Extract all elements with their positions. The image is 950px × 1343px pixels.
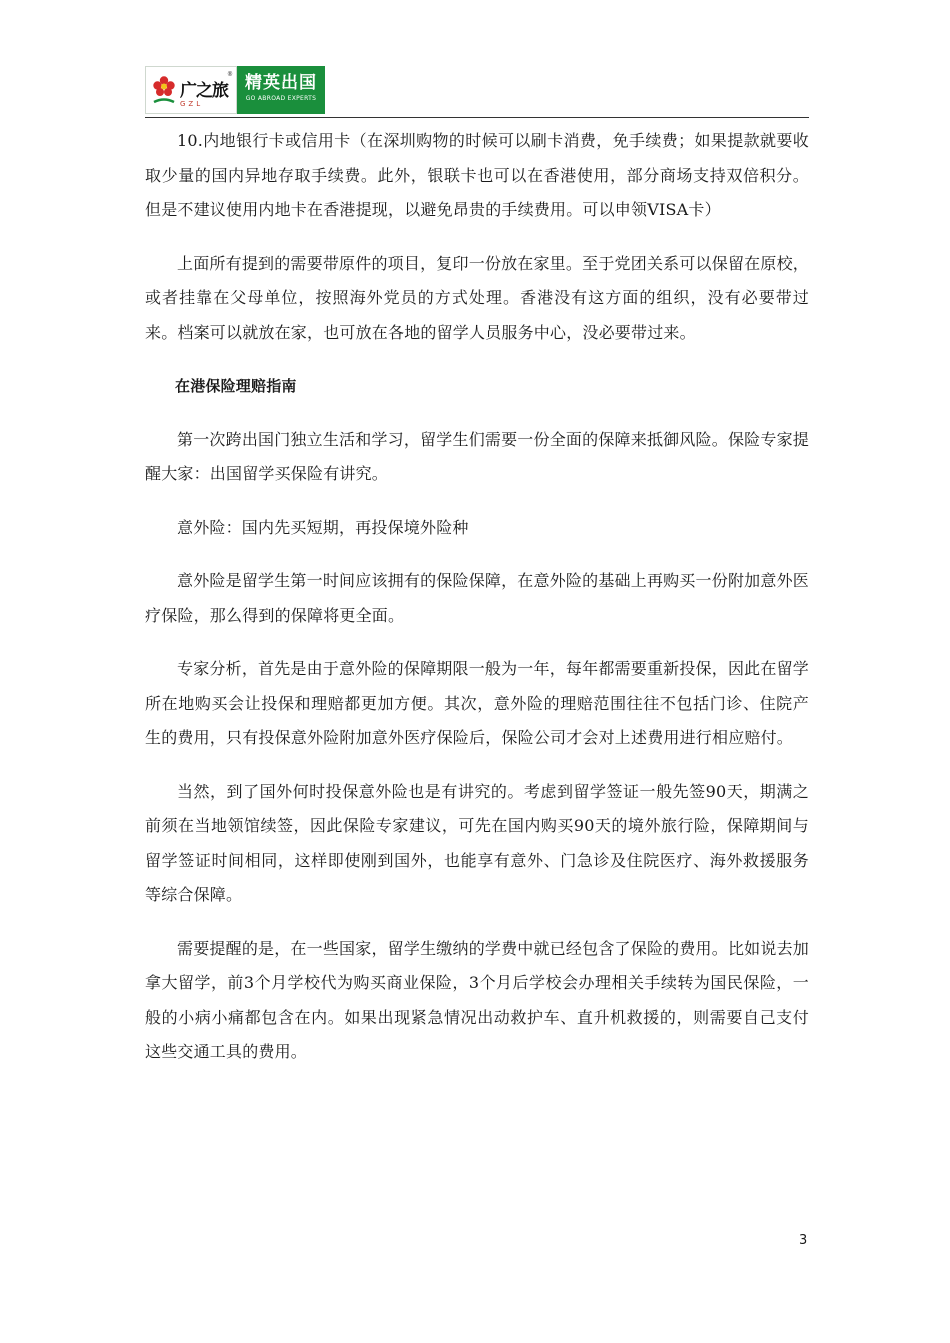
registered-mark-icon: ® [227, 71, 233, 78]
header-divider [145, 117, 809, 118]
logo-brand-block [145, 66, 237, 114]
paragraph-subheading: 意外险：国内先买短期，再投保境外险种 [177, 517, 469, 537]
logo-brand-sub: GZL [180, 100, 204, 108]
paragraph-documents: 上面所有提到的需要带原件的项目，复印一份放在家里。至于党团关系可以保留在原校，或者挂靠在父母单位，按照海外党员的方式处理。香港没有这方面的组织，没有必要带过来。档案可以就放在家，也可放在各地的留学人员服务中心，没必要带过来。 [145, 253, 809, 342]
paragraph-bank-card: 10.内地银行卡或信用卡（在深圳购物的时候可以刷卡消费，免手续费；如果提款就要收取少量的国内异地存取手续费。此外，银联卡也可以在香港使用，部分商场支持双倍积分。但是不建议使用内地卡在香港提现，以避免昂贵的手续费用。可以申领VISA卡） [145, 131, 809, 219]
paragraph-timing: 当然，到了国外何时投保意外险也是有讲究的。考虑到留学签证一般先签90天，期满之前须在当地领馆续签，因此保险专家建议，可先在国内购买90天的境外旅行险，保障期间与留学签证时间相同，这样即使刚到国外，也能享有意外、门急诊及住院医疗、海外救援服务等综合保障。 [145, 781, 809, 904]
logo-title: 精英出国 [245, 73, 317, 93]
document-body [145, 124, 809, 1070]
header-logo [145, 66, 325, 114]
page-number: 3 [799, 1233, 808, 1248]
flower-logo-icon [152, 75, 176, 105]
section-heading: 在港保险理赔指南 [175, 377, 297, 395]
paragraph-reminder: 需要提醒的是，在一些国家，留学生缴纳的学费中就已经包含了保险的费用。比如说去加拿大留学，前3个月学校代为购买商业保险，3个月后学校会办理相关手续转为国民保险，一般的小病小痛都包含在内。如果出现紧急情况出动救护车、直升机救援的，则需要自己支付这些交通工具的费用。 [145, 938, 809, 1061]
paragraph-intro: 第一次跨出国门独立生活和学习，留学生们需要一份全面的保障来抵御风险。保险专家提醒大家：出国留学买保险有讲究。 [145, 429, 809, 483]
paragraph-accident-insurance: 意外险是留学生第一时间应该拥有的保险保障，在意外险的基础上再购买一份附加意外医疗保险，那么得到的保障将更全面。 [145, 571, 809, 625]
logo-brand-text: 广之旅 [180, 81, 228, 101]
paragraph-expert-analysis: 专家分析，首先是由于意外险的保障期限一般为一年，每年都需要重新投保，因此在留学所在地购买会让投保和理赔都更加方便。其次，意外险的理赔范围往往不包括门诊、住院产生的费用，只有投保意外险附加意外医疗保险后，保险公司才会对上述费用进行相应赔付。 [145, 659, 809, 747]
logo-title-block [237, 66, 325, 114]
logo-tagline: GO ABROAD EXPERTS [245, 95, 317, 102]
